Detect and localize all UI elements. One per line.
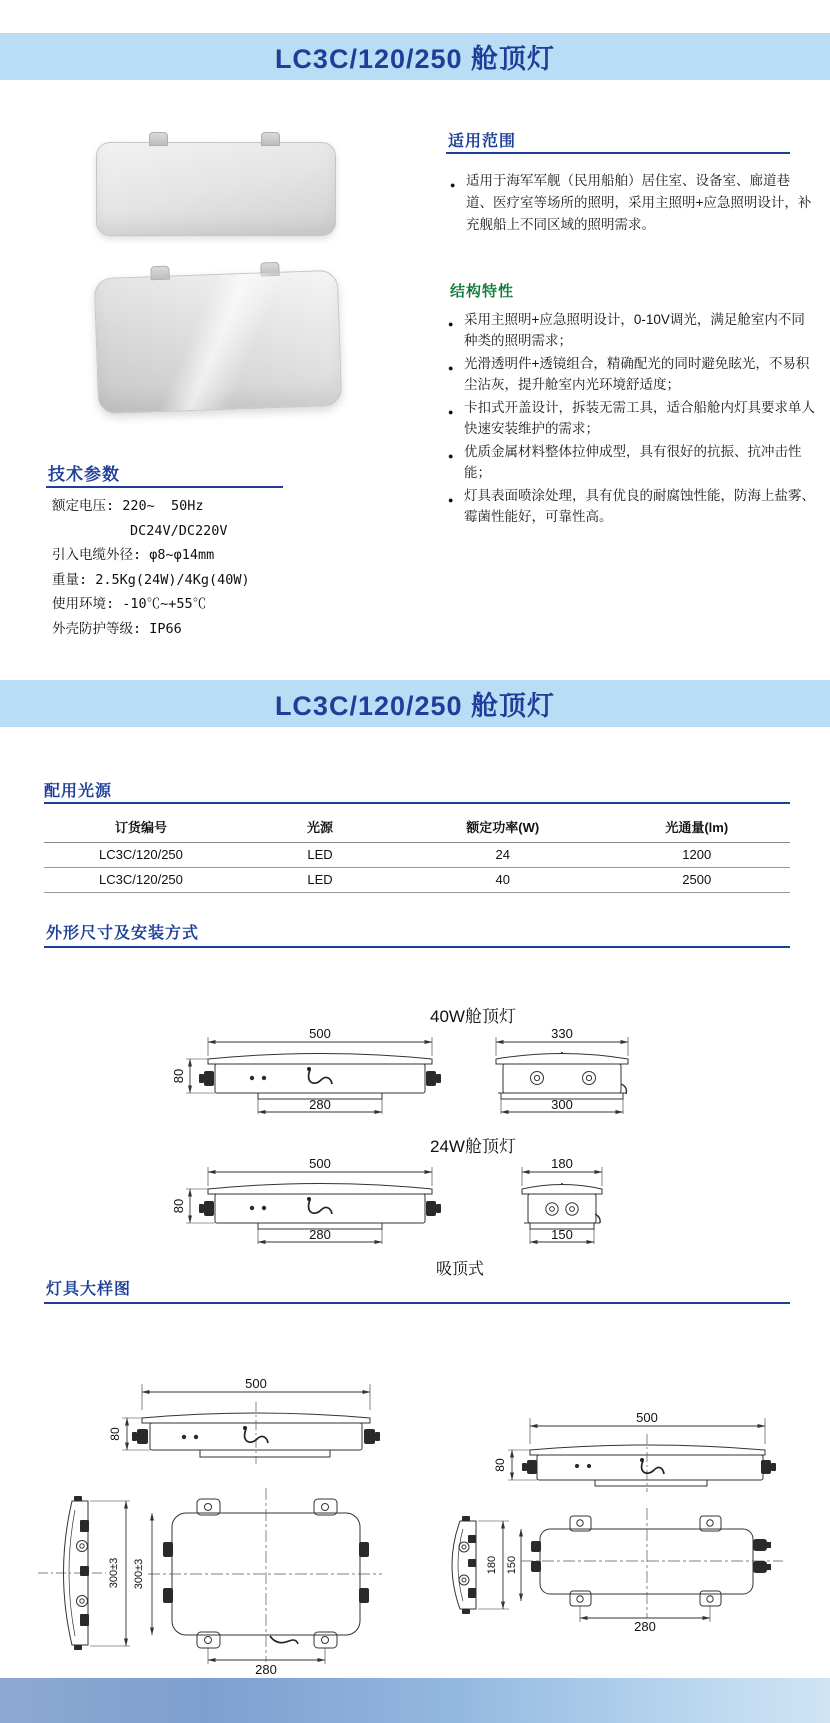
tech-params-list <box>52 494 250 641</box>
mounting-tab-icon <box>261 132 280 146</box>
dim-label: 280 <box>309 1097 331 1112</box>
bullet-text: 卡扣式开盖设计，拆装无需工具，适合船舱内灯具要求单人快速安装维护的需求； <box>464 400 815 436</box>
list-item <box>448 398 816 439</box>
table-header-row <box>44 812 790 843</box>
table-row <box>44 843 790 868</box>
header-bar-1 <box>0 33 830 80</box>
bullet-text: 光滑透明件+透镜组合，精确配光的同时避免眩光，不易积尘沾灰，提升舱室内光环境舒适度； <box>464 356 810 392</box>
bullet-icon: ● <box>448 407 454 417</box>
section-heading-detail: 灯具大样图 <box>46 1281 132 1298</box>
list-item <box>448 310 816 351</box>
dim-label: 330 <box>551 1026 573 1041</box>
dim-label: 300±3 <box>133 1558 145 1590</box>
param-line: 使用环境: -10℃~+55℃ <box>52 596 207 612</box>
dim-label: 500 <box>245 1376 267 1391</box>
bullet-text: 适用于海军军舰（民用船舶）居住室、设备室、廊道巷道、医疗室等场所的照明，采用主照明+应急照明设计，补充舰船上不同区域的照明需求。 <box>466 173 812 232</box>
cell-source: LED <box>238 868 402 893</box>
drawing-label-24w: 24W舱顶灯 <box>430 1137 516 1156</box>
list-item <box>448 442 816 483</box>
dim-label: 300±3 <box>108 1557 120 1589</box>
mounting-tab-icon <box>150 266 169 281</box>
param-line: 重量: 2.5Kg(24W)/4Kg(40W) <box>52 571 250 588</box>
bullet-icon: ● <box>448 319 454 329</box>
bullet-text: 采用主照明+应急照明设计，0-10V调光，满足舱室内不同种类的照明需求； <box>464 312 805 348</box>
dim-label: 150 <box>551 1227 573 1242</box>
dim-label: 500 <box>309 1026 331 1041</box>
list-item <box>448 354 816 395</box>
col-header: 光通量(lm) <box>603 812 790 843</box>
light-source-table <box>44 812 790 893</box>
section-underline <box>446 152 790 154</box>
section-underline <box>46 486 283 488</box>
param-line: 额定电压: 220~ 50Hz <box>52 498 204 514</box>
drawing-24w <box>160 1152 680 1256</box>
dim-label: 280 <box>255 1662 277 1677</box>
section-underline <box>44 1302 790 1304</box>
bullet-text: 灯具表面喷涂处理，具有优良的耐腐蚀性能，防海上盐雾、霉菌性能好，可靠性高。 <box>464 488 815 524</box>
cell-order-no: LC3C/120/250 <box>44 843 238 868</box>
section-underline <box>44 946 790 948</box>
col-header: 额定功率(W) <box>402 812 603 843</box>
table-row <box>44 868 790 893</box>
cell-flux: 1200 <box>603 843 790 868</box>
param-line: 外壳防护等级: IP66 <box>52 620 182 637</box>
section-heading-light-source: 配用光源 <box>44 783 113 800</box>
section-heading-tech-params: 技术参数 <box>48 465 120 484</box>
section-heading-dimensions: 外形尺寸及安装方式 <box>46 925 200 942</box>
mounting-tab-icon <box>149 132 168 146</box>
detail-drawing-right <box>415 1408 815 1633</box>
bullet-text: 优质金属材料整体拉伸成型，具有很好的抗振、抗冲击性能； <box>464 444 802 480</box>
param-line: DC24V/DC220V <box>130 522 228 539</box>
dim-label: 500 <box>309 1156 331 1171</box>
list-item <box>450 170 812 236</box>
footer-bar <box>0 1678 830 1723</box>
mounting-tab-icon <box>260 262 279 277</box>
application-bullets <box>450 170 812 239</box>
dim-label: 180 <box>486 1555 498 1575</box>
dim-label: 150 <box>506 1555 518 1575</box>
header-bar-2 <box>0 680 830 727</box>
page-title: LC3C/120/250 舱顶灯 <box>274 44 556 74</box>
section-heading-features: 结构特性 <box>450 283 515 300</box>
product-photo-2 <box>96 274 340 410</box>
mount-type-label: 吸顶式 <box>436 1261 485 1278</box>
dim-label: 280 <box>634 1619 656 1633</box>
dim-label: 80 <box>493 1458 507 1472</box>
drawing-label-40w: 40W舱顶灯 <box>430 1007 516 1026</box>
bullet-icon: ● <box>450 180 456 190</box>
lamp-image <box>94 270 343 414</box>
cell-flux: 2500 <box>603 868 790 893</box>
detail-drawing-left <box>30 1370 390 1680</box>
dim-label: 300 <box>551 1097 573 1112</box>
list-item <box>448 486 816 527</box>
product-photo-1 <box>96 142 336 236</box>
cell-order-no: LC3C/120/250 <box>44 868 238 893</box>
dim-label: 500 <box>636 1410 658 1425</box>
section-heading-application: 适用范围 <box>448 133 517 150</box>
features-bullets <box>448 310 816 530</box>
bullet-icon: ● <box>448 495 454 505</box>
page-title-2: LC3C/120/250 舱顶灯 <box>274 691 556 721</box>
col-header: 订货编号 <box>44 812 238 843</box>
lamp-image <box>96 142 336 236</box>
cell-source: LED <box>238 843 402 868</box>
bullet-icon: ● <box>448 363 454 373</box>
section-underline <box>44 802 790 804</box>
dim-label: 80 <box>108 1427 122 1441</box>
dim-label: 80 <box>171 1068 186 1084</box>
drawing-40w <box>160 1022 680 1126</box>
param-line: 引入电缆外径: φ8~φ14mm <box>52 547 215 563</box>
dim-label: 280 <box>309 1227 331 1242</box>
dim-label: 80 <box>171 1198 186 1214</box>
cell-power: 40 <box>402 868 603 893</box>
col-header: 光源 <box>238 812 402 843</box>
bullet-icon: ● <box>448 451 454 461</box>
cell-power: 24 <box>402 843 603 868</box>
dim-label: 180 <box>551 1156 573 1171</box>
